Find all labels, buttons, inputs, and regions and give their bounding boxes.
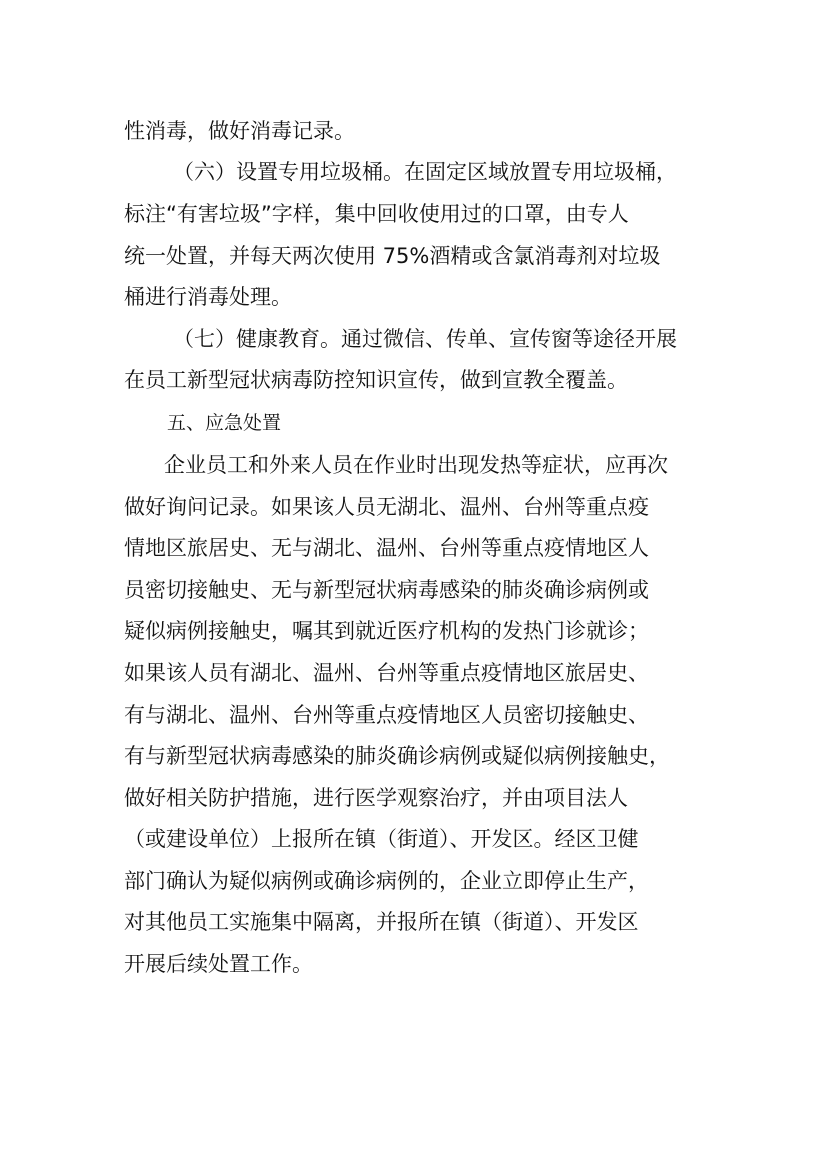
paragraph-line: 标注“有害垃圾”字样，集中回收使用过的口罩，由专人	[124, 202, 629, 226]
paragraph-line: 做好询问记录。如果该人员无湖北、温州、台州等重点疫	[124, 495, 649, 519]
paragraph-line: 有与新型冠状病毒感染的肺炎确诊病例或疑似病例接触史，	[124, 744, 670, 768]
paragraph-line: 对其他员工实施集中隔离，并报所在镇（街道）、开发区	[124, 910, 639, 934]
paragraph-line: 在员工新型冠状病毒防控知识宣传，做到宣教全覆盖。	[124, 368, 628, 392]
paragraph-line: 性消毒，做好消毒记录。	[124, 119, 355, 143]
paragraph-line: 有与湖北、温州、台州等重点疫情地区人员密切接触史、	[124, 703, 649, 727]
paragraph-line: 企业员工和外来人员在作业时出现发热等症状，应再次	[164, 453, 668, 477]
paragraph-line: 部门确认为疑似病例或确诊病例的，企业立即停止生产，	[124, 869, 649, 893]
paragraph-line: 开展后续处置工作。	[124, 952, 313, 976]
paragraph-line: （或建设单位）上报所在镇（街道）、开发区。经区卫健	[124, 827, 639, 851]
paragraph-line: 员密切接触史、无与新型冠状病毒感染的肺炎确诊病例或	[124, 578, 649, 602]
paragraph-line: 做好相关防护措施，进行医学观察治疗，并由项目法人	[124, 786, 628, 810]
paragraph-line: 如果该人员有湖北、温州、台州等重点疫情地区旅居史、	[124, 661, 649, 685]
paragraph-line: 疑似病例接触史，嘱其到就近医疗机构的发热门诊就诊；	[124, 619, 649, 643]
section-heading: 五、应急处置	[167, 412, 282, 434]
paragraph-line: 桶进行消毒处理。	[124, 285, 292, 309]
paragraph-line: 统一处置，并每天两次使用 75%酒精或含氯消毒剂对垃圾	[124, 244, 661, 268]
paragraph-line: （七）健康教育。通过微信、传单、宣传窗等途径开展	[173, 327, 677, 351]
paragraph-line: 情地区旅居史、无与湖北、温州、台州等重点疫情地区人	[124, 536, 649, 560]
paragraph-line: （六）设置专用垃圾桶。在固定区域放置专用垃圾桶，	[173, 160, 677, 184]
